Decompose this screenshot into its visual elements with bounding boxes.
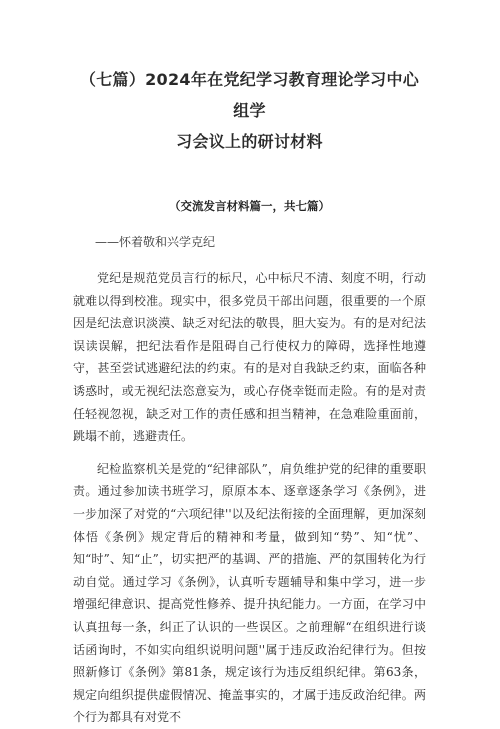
document-title-line-1: （七篇）2024年在党纪学习教育理论学习中心组学 (79, 70, 420, 120)
document-title (73, 64, 426, 157)
document-body (73, 267, 426, 729)
document-title-line-2: 习会议上的研讨材料 (176, 132, 323, 151)
body-paragraph: 纪检监察机关是党的“纪律部队”，肩负维护党的纪律的重要职责。通过参加读书班学习，原原本本、逐章逐条学习《条例》，进一步加深了对党的“六项纪律''以及纪法衔接的全面理解，更加深刻体悟《条例》规定背后的精神和考量，做到知“势”、知“忧”、知“时”、知“止”，切实把严的基调、严的措施、严的氛围转化为行动自觉。通过学习《条例》，认真听专题辅导和集中学习，进一步增强纪律意识、提高党性修养、提升执纪能力。一方面，在学习中认真扭每一条，纠正了认识的一些误区。之前理解“在组织进行谈话函询时，不如实向组织说明问题''属于违反政治纪律行为。但按照新修订《条例》第81条，规定该行为违反组织纪律。第63条，规定向组织提供虚假情况、掩盖事实的，才属于违反政治纪律。两个行为都具有对党不 (73, 461, 426, 725)
body-paragraph: 党纪是规范党员言行的标尺，心中标尺不清、刻度不明，行动就难以得到校准。现实中，很多党员干部出问题，很重要的一个原因是纪法意识淡漠、缺乏对纪法的敬畏，胆大妄为。有的是对纪法误读误解，把纪法看作是阻碍自己行使权力的障碍，选择性地遵守，甚至尝试逃避纪法的约束。有的是对自我缺乏约束，面临各种诱惑时，或无视纪法恣意妄为，或心存侥幸铤而走险。有的是对责任轻视忽视，缺乏对工作的责任感和担当精神，在急难险重面前，跳塌不前，逃避责任。 (73, 271, 426, 444)
section-heading: （交流发言材料篇一，共七篇） (169, 199, 330, 213)
byline: ——怀着敬和兴学克纪 (95, 235, 216, 249)
